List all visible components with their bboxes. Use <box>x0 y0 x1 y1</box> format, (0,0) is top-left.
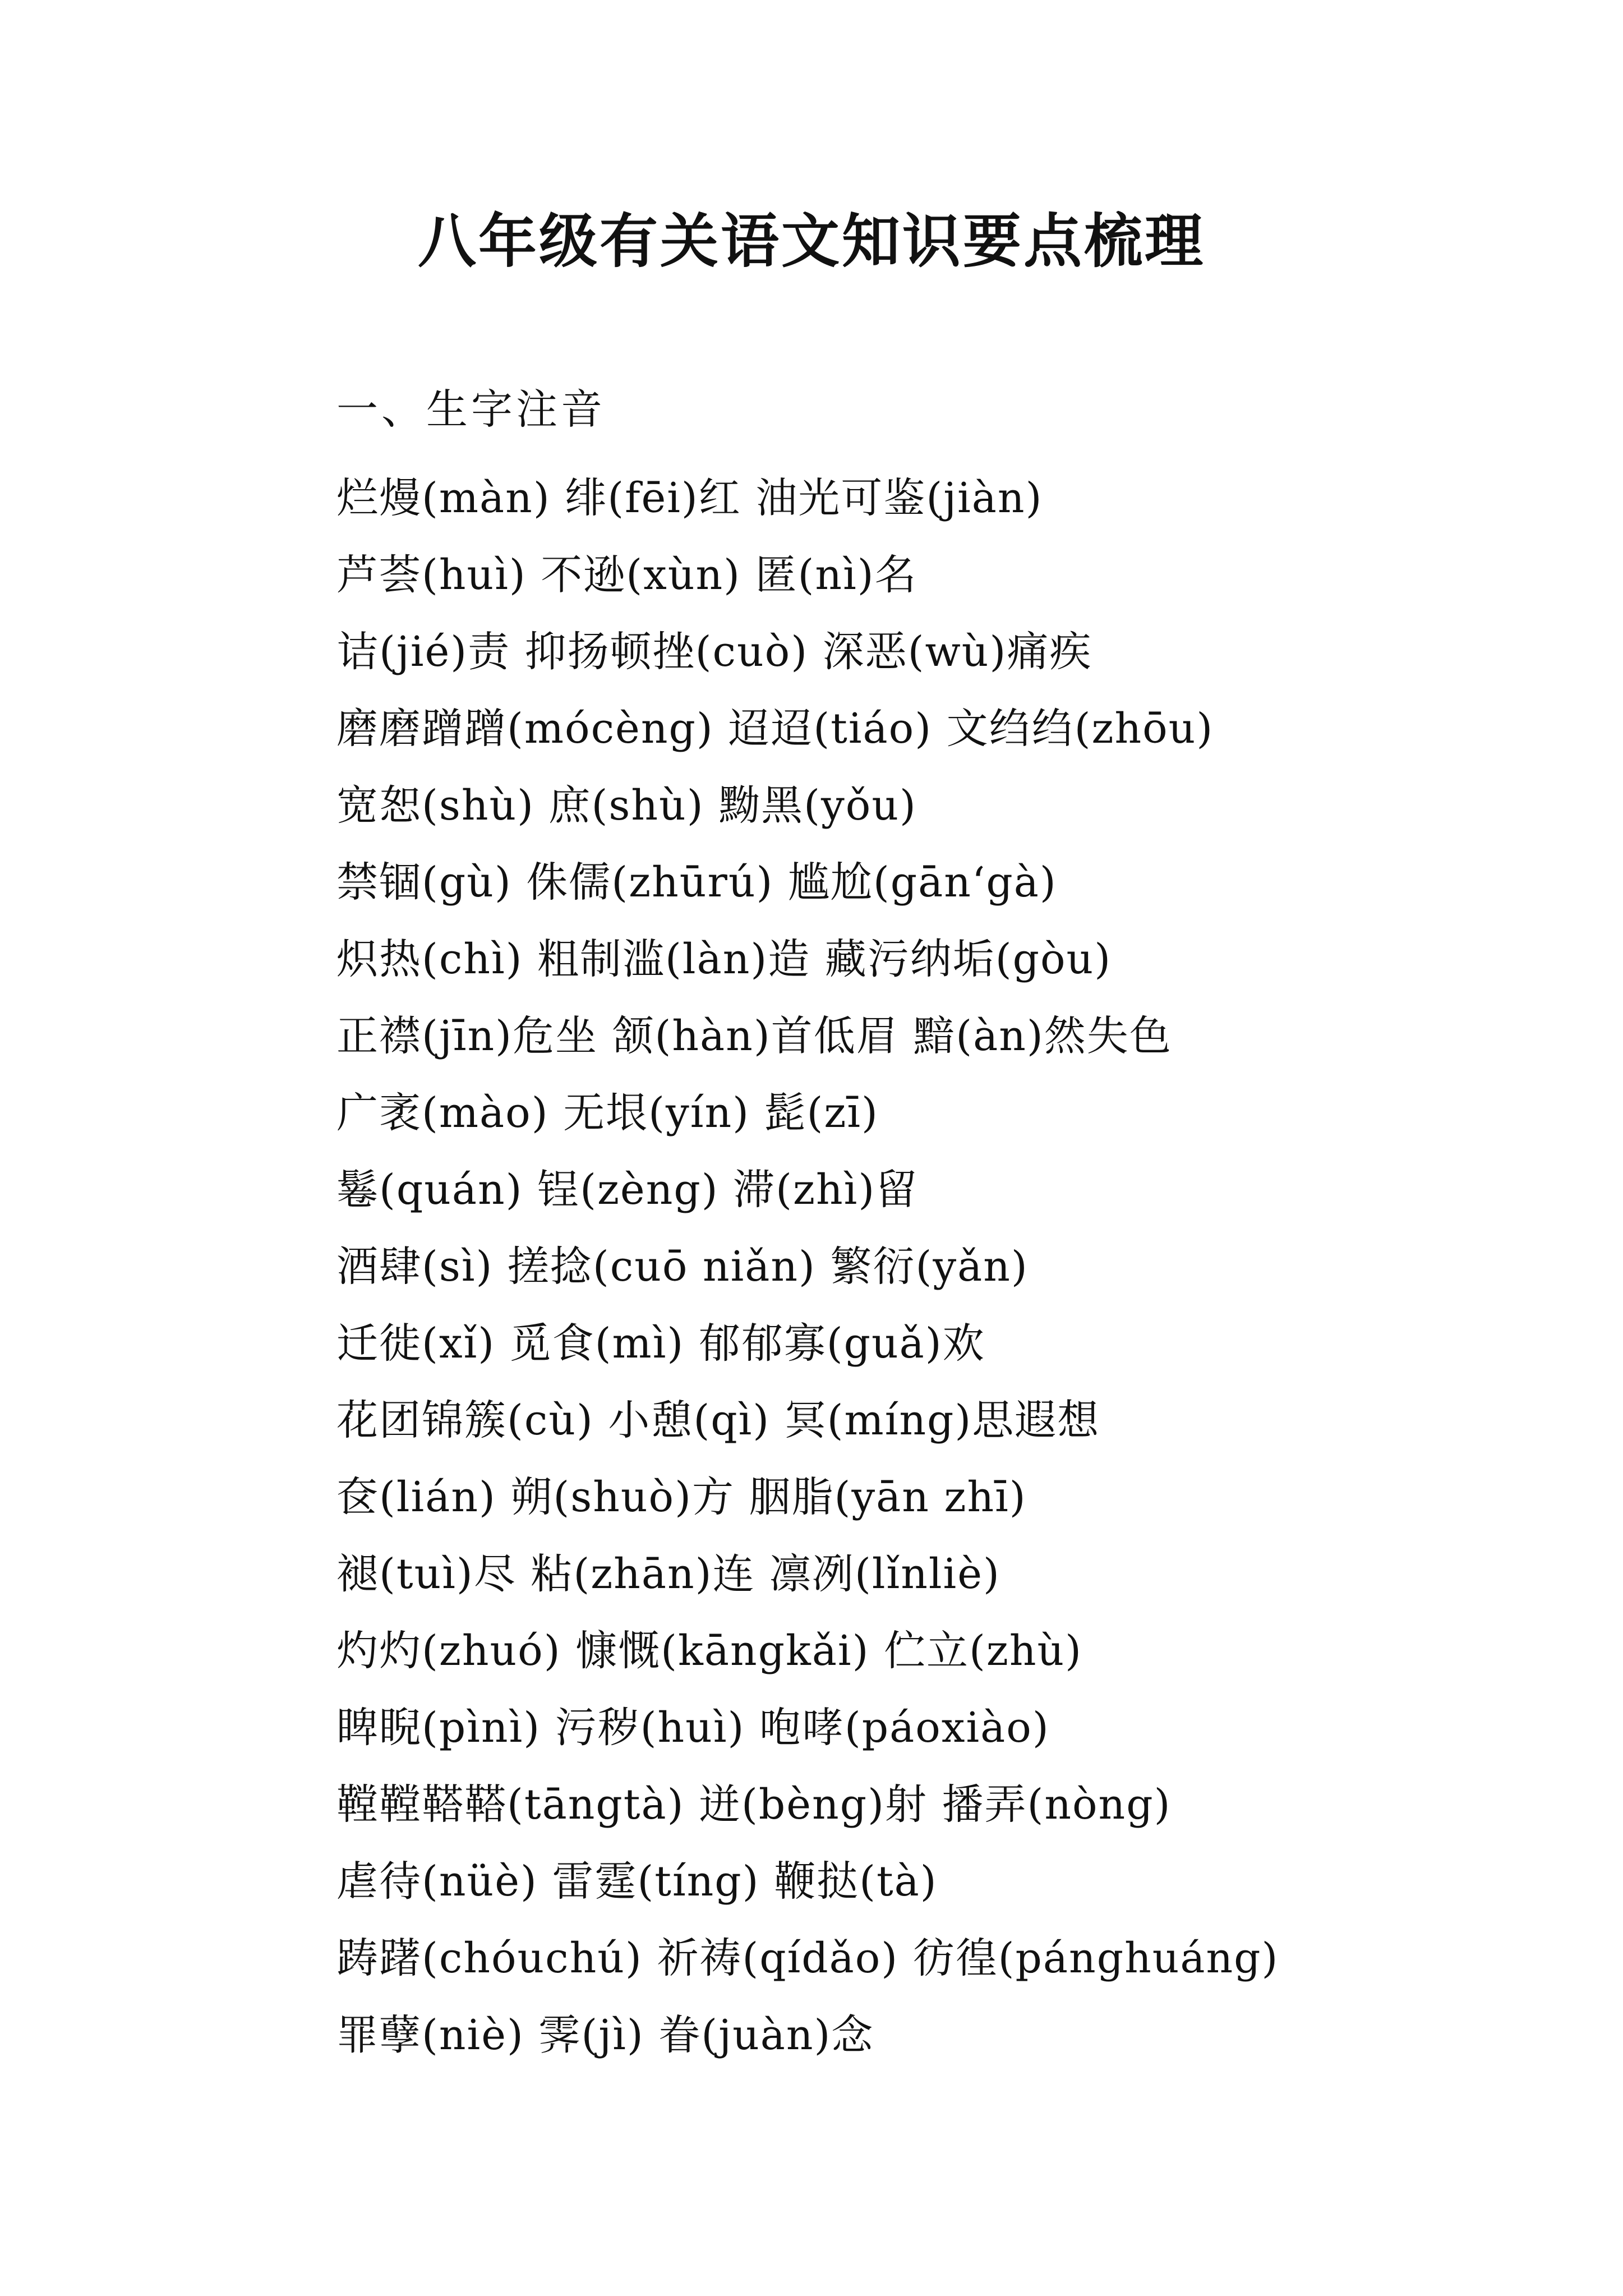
vocab-line: 芦荟(huì) 不逊(xùn) 匿(nì)名 <box>336 551 917 599</box>
vocab-line: 奁(lián) 朔(shuò)方 胭脂(yān zhī) <box>336 1473 1027 1521</box>
vocab-line: 罪孽(niè) 霁(jì) 眷(juàn)念 <box>336 2011 874 2059</box>
vocab-line: 炽热(chì) 粗制滥(làn)造 藏污纳垢(gòu) <box>336 935 1112 983</box>
vocab-line: 烂熳(màn) 绯(fēi)红 油光可鉴(jiàn) <box>336 474 1043 522</box>
vocabulary-list <box>336 460 1570 2074</box>
vocab-line: 鬈(quán) 锃(zèng) 滞(zhì)留 <box>336 1166 919 1214</box>
vocab-line: 酒肆(sì) 搓捻(cuō niǎn) 繁衍(yǎn) <box>336 1243 1029 1291</box>
vocab-line: 正襟(jīn)危坐 颔(hàn)首低眉 黯(àn)然失色 <box>336 1012 1172 1060</box>
vocab-line: 鞺鞺鞳鞳(tāngtà) 迸(bèng)射 播弄(nòng) <box>336 1780 1172 1829</box>
vocab-line: 诘(jié)责 抑扬顿挫(cuò) 深恶(wù)痛疾 <box>336 628 1092 676</box>
vocab-line: 宽恕(shù) 庶(shù) 黝黑(yǒu) <box>336 781 917 830</box>
section-heading: 一、生字注音 <box>336 385 606 434</box>
vocab-line: 禁锢(gù) 侏儒(zhūrú) 尴尬(gān‘gà) <box>336 858 1057 907</box>
vocab-line: 迁徙(xǐ) 觅食(mì) 郁郁寡(guǎ)欢 <box>336 1319 985 1368</box>
vocab-line: 灼灼(zhuó) 慷慨(kāngkǎi) 伫立(zhù) <box>336 1627 1083 1675</box>
vocab-line: 花团锦簇(cù) 小憩(qì) 冥(míng)思遐想 <box>336 1396 1100 1444</box>
vocab-line: 虐待(nüè) 雷霆(tíng) 鞭挞(tà) <box>336 1857 938 1906</box>
vocab-line: 睥睨(pìnì) 污秽(huì) 咆哮(páoxiào) <box>336 1704 1050 1752</box>
vocab-line: 踌躇(chóuchú) 祈祷(qídǎo) 彷徨(pánghuáng) <box>336 1934 1279 1982</box>
document-title: 八年级有关语文知识要点梳理 <box>417 207 1205 275</box>
vocab-line: 广袤(mào) 无垠(yín) 髭(zī) <box>336 1089 879 1137</box>
vocab-line: 褪(tuì)尽 粘(zhān)连 凛冽(lǐnliè) <box>336 1550 1000 1598</box>
vocab-line: 磨磨蹭蹭(mócèng) 迢迢(tiáo) 文绉绉(zhōu) <box>336 705 1214 753</box>
